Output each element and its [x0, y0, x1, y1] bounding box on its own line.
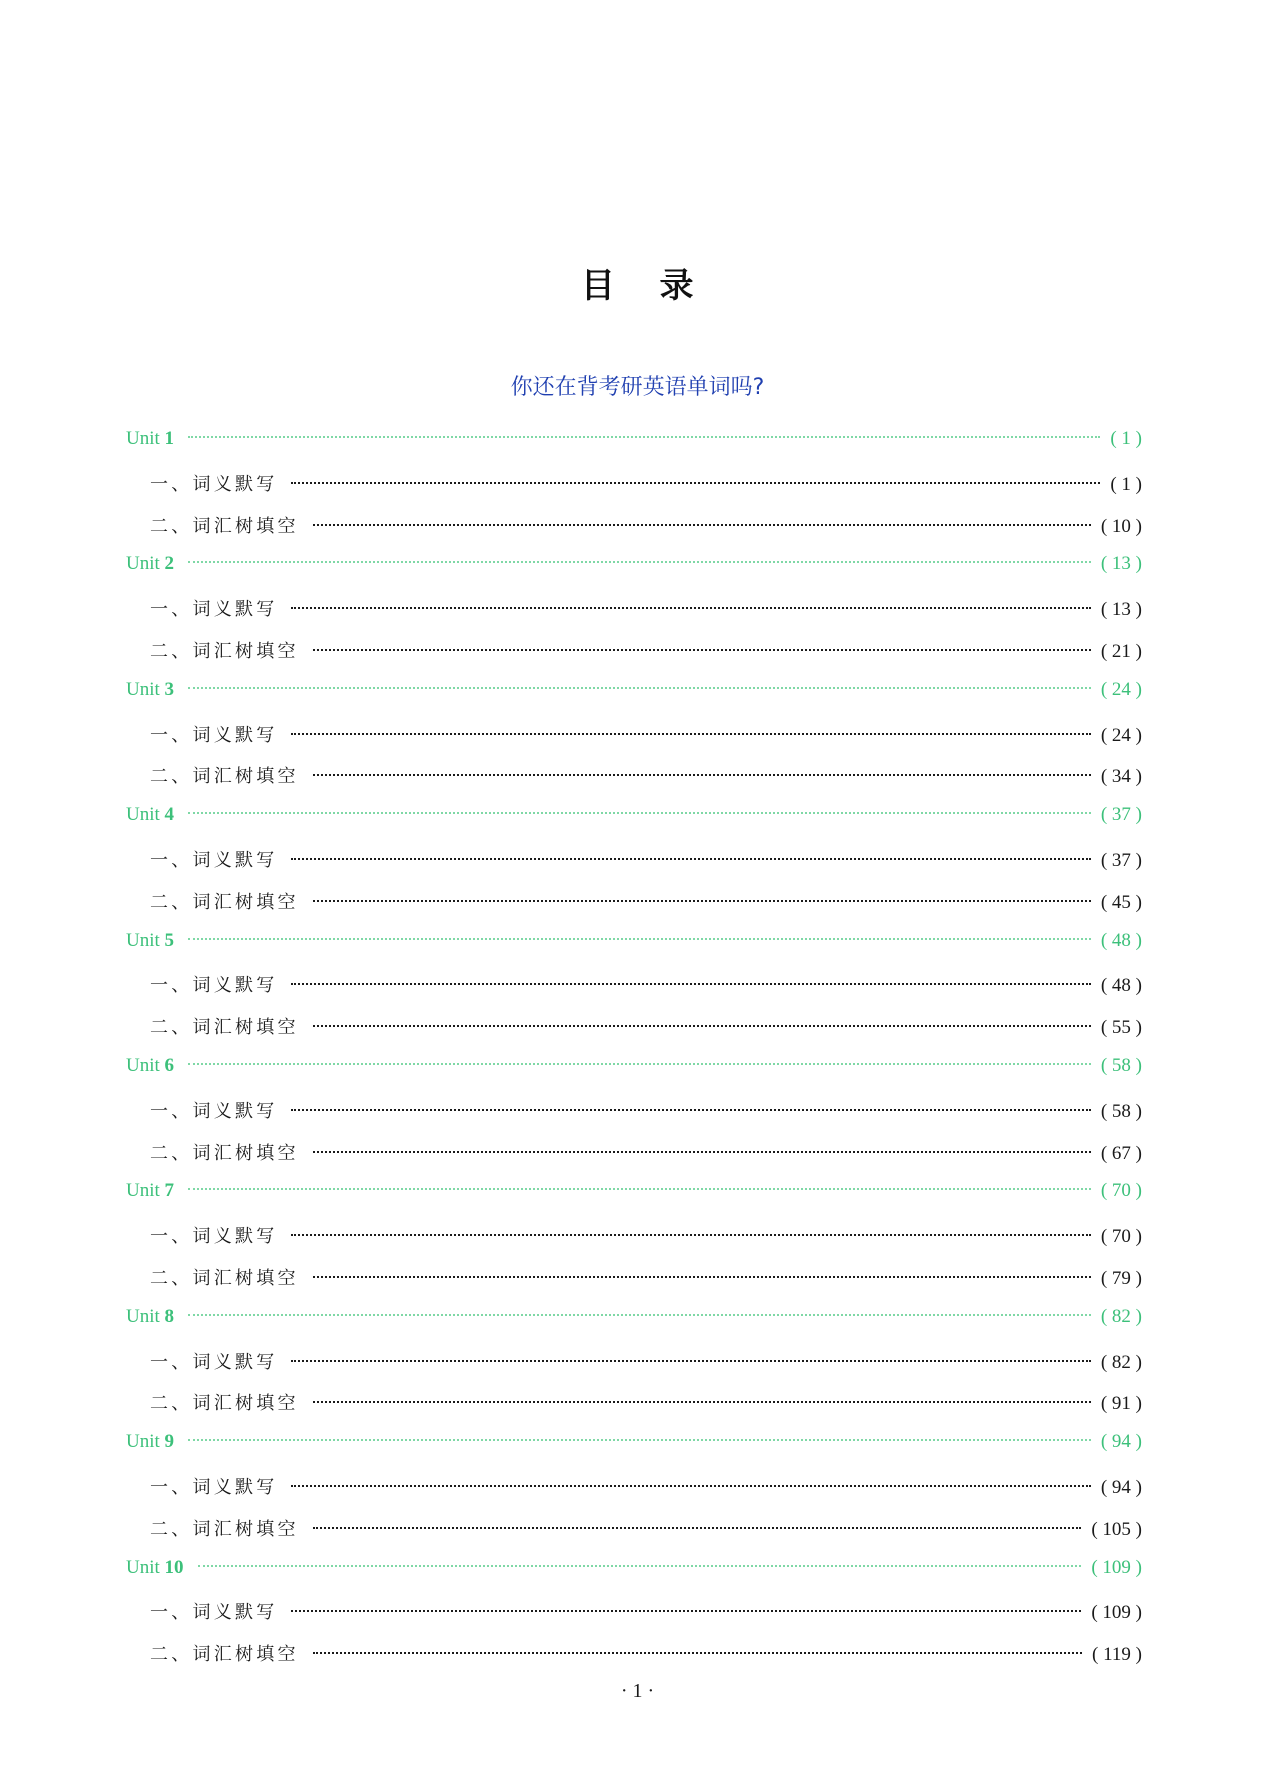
toc-page-number: ( 94 )	[1100, 1476, 1142, 1498]
toc-unit-8[interactable]	[126, 1306, 1142, 1348]
dot-leader	[291, 607, 1090, 609]
toc-subitem-1-1[interactable]	[126, 470, 1142, 512]
toc-subitem-label: 二、词汇树填空	[150, 515, 299, 537]
dot-leader	[313, 1025, 1091, 1027]
toc-unit-5[interactable]	[126, 930, 1142, 972]
toc-subitem-label: 一、词义默写	[150, 1351, 278, 1373]
toc-page-number: ( 91 )	[1100, 1393, 1142, 1415]
unit-word: Unit	[126, 929, 160, 951]
dot-leader	[313, 900, 1091, 902]
toc-page-number: ( 82 )	[1100, 1305, 1142, 1327]
toc-subitem-label: 一、词义默写	[150, 1226, 278, 1248]
unit-number: 7	[164, 1180, 175, 1202]
toc-subitem-label: 一、词义默写	[150, 975, 278, 997]
toc-subitem-6-2[interactable]	[126, 1139, 1142, 1181]
table-of-contents	[126, 428, 1142, 1682]
toc-page-number: ( 94 )	[1100, 1431, 1142, 1453]
toc-subitem-label: 二、词汇树填空	[150, 1393, 299, 1415]
toc-subitem-5-2[interactable]	[126, 1013, 1142, 1055]
toc-unit-label	[126, 1557, 184, 1579]
unit-number: 1	[164, 428, 175, 449]
toc-unit-4[interactable]	[126, 804, 1142, 846]
toc-unit-10[interactable]	[126, 1557, 1142, 1599]
toc-unit-9[interactable]	[126, 1431, 1142, 1473]
toc-page-number: ( 109 )	[1091, 1602, 1142, 1624]
toc-subitem-label: 一、词义默写	[150, 599, 278, 621]
unit-word: Unit	[126, 428, 160, 449]
dot-leader	[313, 1652, 1082, 1654]
dot-leader	[198, 1565, 1082, 1567]
dot-leader	[188, 812, 1091, 814]
toc-unit-label	[126, 804, 174, 826]
toc-page-number: ( 55 )	[1100, 1017, 1142, 1039]
unit-word: Unit	[126, 1305, 160, 1327]
toc-page-number: ( 67 )	[1100, 1142, 1142, 1164]
toc-page-number: ( 13 )	[1100, 599, 1142, 621]
toc-subitem-label: 一、词义默写	[150, 473, 278, 495]
toc-subitem-9-1[interactable]	[126, 1473, 1142, 1515]
toc-page-number: ( 48 )	[1100, 929, 1142, 951]
dot-leader	[188, 1063, 1091, 1065]
toc-subitem-2-2[interactable]	[126, 637, 1142, 679]
toc-page-number: ( 70 )	[1100, 1180, 1142, 1202]
page-title	[0, 258, 1275, 307]
unit-number: 2	[164, 553, 175, 575]
toc-unit-label	[126, 1431, 174, 1453]
dot-leader	[291, 1485, 1090, 1487]
dot-leader	[291, 733, 1090, 735]
unit-word: Unit	[126, 553, 160, 575]
dot-leader	[313, 1276, 1091, 1278]
toc-subitem-9-2[interactable]	[126, 1515, 1142, 1557]
dot-leader	[188, 938, 1091, 940]
toc-unit-label	[126, 930, 174, 952]
toc-subitem-5-1[interactable]	[126, 971, 1142, 1013]
toc-page-number: ( 13 )	[1100, 553, 1142, 575]
unit-word: Unit	[126, 1180, 160, 1202]
dot-leader	[188, 436, 1100, 438]
toc-unit-3[interactable]	[126, 679, 1142, 721]
dot-leader	[188, 1314, 1091, 1316]
unit-number: 6	[164, 1054, 175, 1076]
toc-subtitle-link[interactable]: 你还在背考研英语单词吗?	[510, 375, 765, 400]
toc-subitem-label: 一、词义默写	[150, 1602, 278, 1624]
toc-subitem-7-2[interactable]	[126, 1264, 1142, 1306]
toc-page-number: ( 10 )	[1100, 515, 1142, 537]
unit-number: 9	[164, 1431, 175, 1453]
toc-page-number: ( 24 )	[1100, 678, 1142, 700]
dot-leader	[291, 482, 1100, 484]
dot-leader	[291, 858, 1090, 860]
dot-leader	[313, 1401, 1091, 1403]
toc-page-number: ( 105 )	[1091, 1518, 1142, 1540]
toc-page-number: ( 109 )	[1091, 1556, 1142, 1578]
dot-leader	[188, 561, 1091, 563]
toc-page-number: ( 37 )	[1100, 849, 1142, 871]
toc-subitem-3-2[interactable]	[126, 762, 1142, 804]
toc-subitem-10-2[interactable]	[126, 1640, 1142, 1682]
dot-leader	[291, 1360, 1090, 1362]
toc-subitem-label: 二、词汇树填空	[150, 1142, 299, 1164]
toc-page-number: ( 119 )	[1092, 1644, 1142, 1666]
toc-subitem-4-1[interactable]	[126, 846, 1142, 888]
toc-page-number: ( 48 )	[1100, 975, 1142, 997]
toc-subitem-label: 一、词义默写	[150, 724, 278, 746]
toc-page-number: ( 82 )	[1100, 1351, 1142, 1373]
toc-page-number: ( 58 )	[1100, 1100, 1142, 1122]
toc-page-number: ( 1 )	[1110, 473, 1142, 495]
title-char-2: 录	[659, 266, 695, 306]
toc-page-number: ( 21 )	[1100, 640, 1142, 662]
unit-number: 8	[164, 1305, 175, 1327]
toc-subitem-label: 二、词汇树填空	[150, 766, 299, 788]
toc-page-number: ( 45 )	[1100, 891, 1142, 913]
toc-unit-label	[126, 1055, 174, 1077]
dot-leader	[313, 1151, 1091, 1153]
unit-word: Unit	[126, 678, 160, 700]
dot-leader	[188, 1439, 1091, 1441]
dot-leader	[313, 649, 1091, 651]
unit-number: 4	[164, 804, 175, 826]
toc-subitem-8-2[interactable]	[126, 1389, 1142, 1431]
toc-subitem-label: 二、词汇树填空	[150, 1267, 299, 1289]
toc-subitem-7-1[interactable]	[126, 1222, 1142, 1264]
toc-subitem-label: 一、词义默写	[150, 1476, 278, 1498]
toc-page-number: ( 1 )	[1110, 428, 1142, 449]
toc-subitem-label: 二、词汇树填空	[150, 640, 299, 662]
unit-word: Unit	[126, 804, 160, 826]
unit-number: 5	[164, 929, 175, 951]
toc-unit-2[interactable]	[126, 553, 1142, 595]
page-number: · 1 ·	[620, 1680, 655, 1702]
dot-leader	[291, 1234, 1090, 1236]
toc-unit-label	[126, 1306, 174, 1328]
toc-unit-1[interactable]	[126, 428, 1142, 470]
toc-subitem-label: 二、词汇树填空	[150, 1017, 299, 1039]
toc-page-number: ( 79 )	[1100, 1267, 1142, 1289]
dot-leader	[188, 1188, 1091, 1190]
toc-subitem-label: 二、词汇树填空	[150, 1518, 299, 1540]
toc-unit-label	[126, 553, 174, 575]
toc-page-number: ( 34 )	[1100, 766, 1142, 788]
unit-number: 10	[164, 1556, 184, 1578]
unit-word: Unit	[126, 1431, 160, 1453]
toc-page-number: ( 70 )	[1100, 1226, 1142, 1248]
toc-subitem-3-1[interactable]	[126, 721, 1142, 763]
toc-unit-label	[126, 1180, 174, 1202]
toc-subitem-8-1[interactable]	[126, 1348, 1142, 1390]
toc-subitem-6-1[interactable]	[126, 1097, 1142, 1139]
dot-leader	[291, 983, 1090, 985]
dot-leader	[291, 1610, 1081, 1612]
dot-leader	[188, 687, 1091, 689]
dot-leader	[291, 1109, 1090, 1111]
toc-page-number: ( 24 )	[1100, 724, 1142, 746]
toc-unit-label	[126, 679, 174, 701]
toc-subitem-4-2[interactable]	[126, 888, 1142, 930]
toc-subitem-label: 一、词义默写	[150, 849, 278, 871]
toc-unit-7[interactable]	[126, 1180, 1142, 1222]
toc-page-number: ( 37 )	[1100, 804, 1142, 826]
unit-number: 3	[164, 678, 175, 700]
toc-subitem-10-1[interactable]	[126, 1598, 1142, 1640]
toc-subitem-label: 二、词汇树填空	[150, 891, 299, 913]
unit-word: Unit	[126, 1054, 160, 1076]
toc-subitem-1-2[interactable]	[126, 512, 1142, 554]
dot-leader	[313, 524, 1091, 526]
toc-unit-label	[126, 428, 174, 450]
toc-subitem-2-1[interactable]	[126, 595, 1142, 637]
toc-subitem-label: 一、词义默写	[150, 1100, 278, 1122]
unit-word: Unit	[126, 1556, 160, 1578]
dot-leader	[313, 774, 1091, 776]
toc-subitem-label: 二、词汇树填空	[150, 1644, 299, 1666]
toc-unit-6[interactable]	[126, 1055, 1142, 1097]
dot-leader	[313, 1527, 1082, 1529]
toc-page-number: ( 58 )	[1100, 1054, 1142, 1076]
title-char-1: 目	[580, 266, 616, 306]
